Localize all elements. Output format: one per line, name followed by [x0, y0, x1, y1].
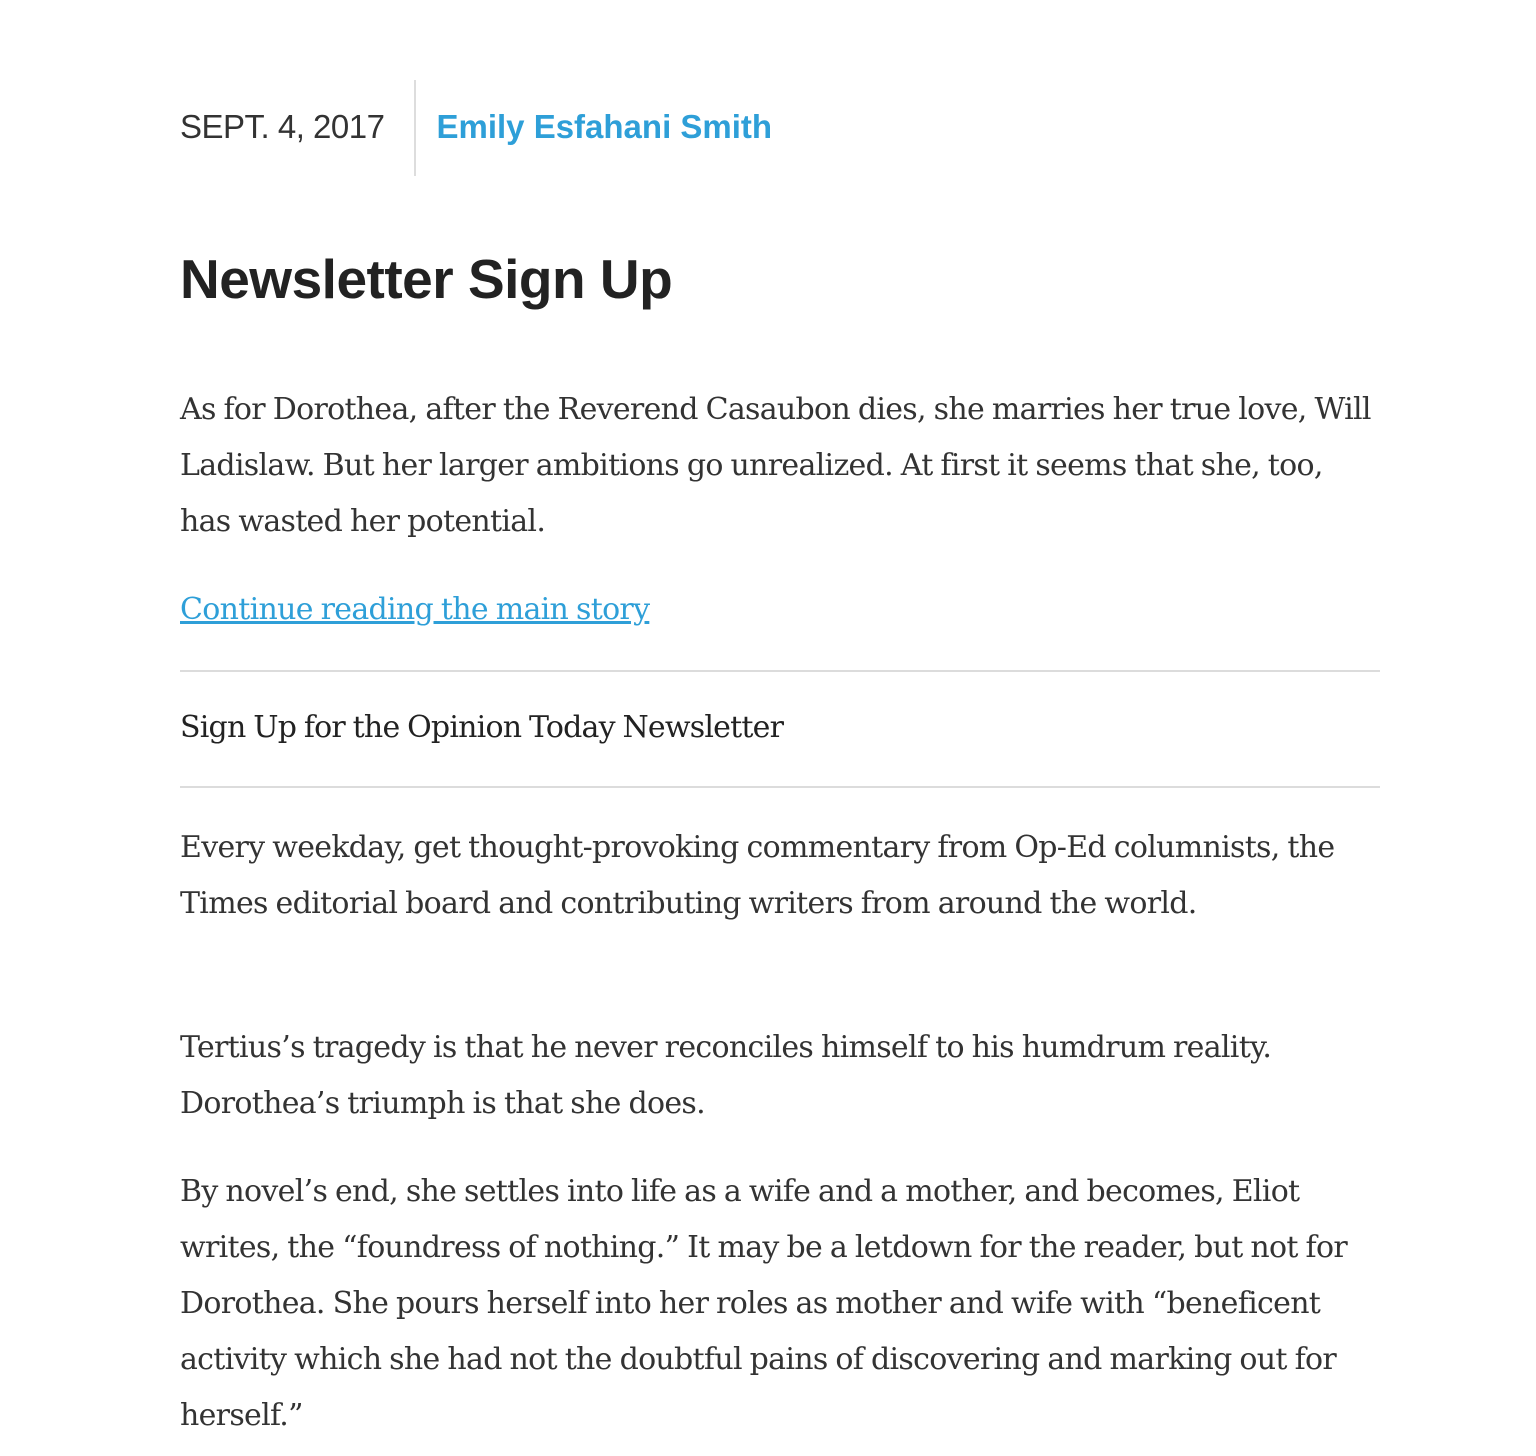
signup-divider-bottom: [180, 786, 1380, 788]
continue-reading-link[interactable]: Continue reading the main story: [180, 592, 650, 627]
page-title: Newsletter Sign Up: [180, 248, 673, 310]
newsletter-signup-heading: Sign Up for the Opinion Today Newsletter: [180, 710, 784, 745]
publish-date: SEPT. 4, 2017: [180, 108, 385, 145]
newsletter-description: Every weekday, get thought-provoking commentary from Op-Ed columnists, the Times editorial board and contributing writers from around the world.: [180, 830, 1335, 921]
article-paragraph-2: Tertius’s tragedy is that he never reconciles himself to his humdrum reality. Dorothea’s triumph is that she does.: [180, 1030, 1272, 1121]
article-paragraph-1: As for Dorothea, after the Reverend Casaubon dies, she marries her true love, Will Ladislaw. But her larger ambitions go unrealized. At first it seems that she, too, has wasted her potential.: [180, 392, 1371, 539]
article-paragraph-3: By novel’s end, she settles into life as a wife and a mother, and becomes, Eliot writes, the “foundress of nothing.” It may be a letdown for the reader, but not for Dorothea. She pours herself into her roles as mother and wife with “beneficent activity which she had not the doubtful pains of discovering and marking out for herself.”: [180, 1174, 1347, 1433]
byline: [180, 80, 772, 176]
author-link[interactable]: Emily Esfahani Smith: [436, 108, 773, 145]
signup-divider-top: [180, 670, 1380, 672]
